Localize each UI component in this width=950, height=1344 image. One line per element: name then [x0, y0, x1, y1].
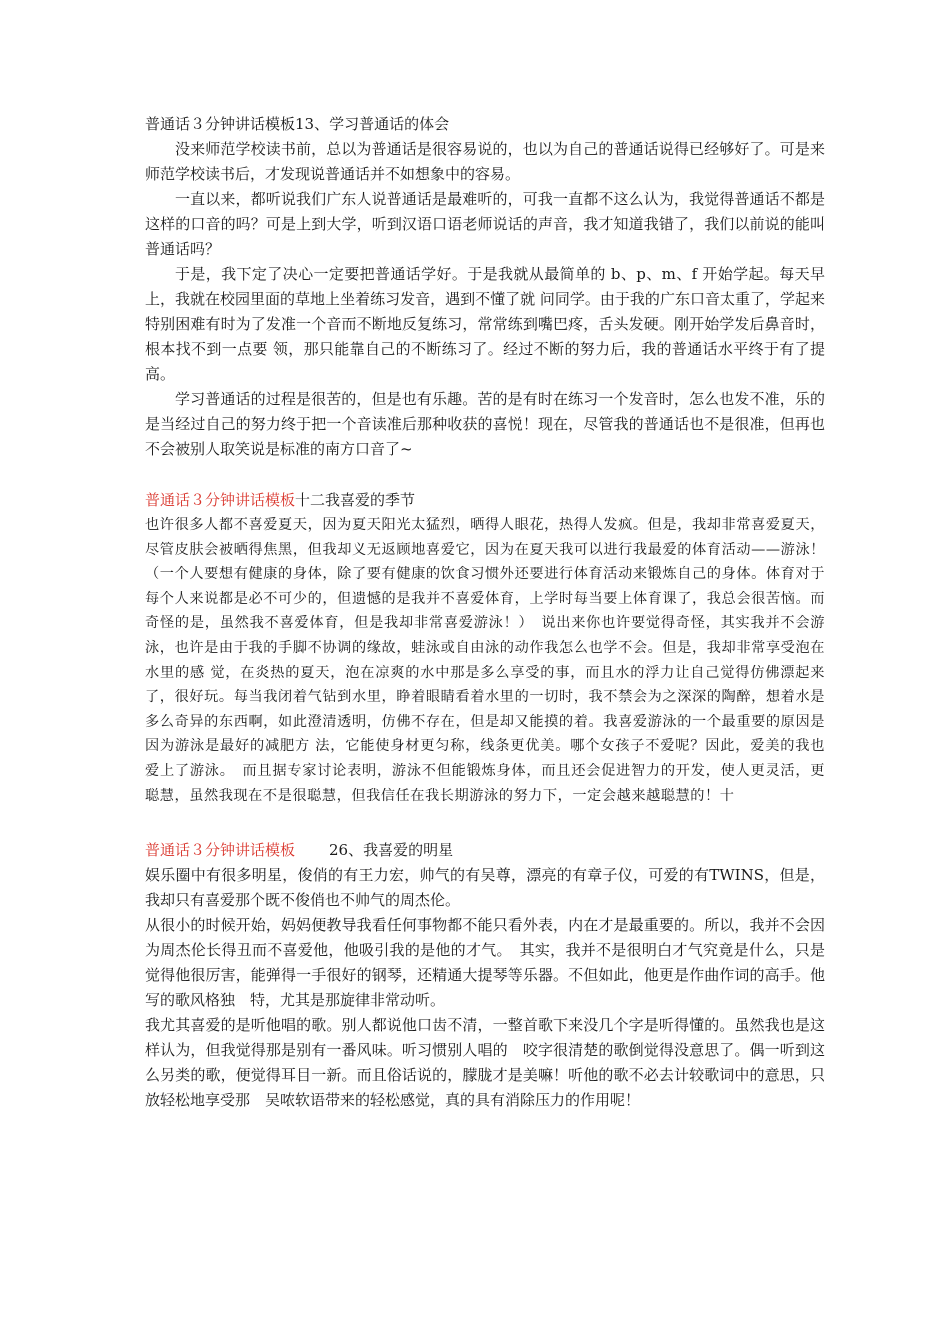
paragraph: 也许很多人都不喜爱夏天，因为夏天阳光太猛烈，晒得人眼花，热得人发疯。但是，我却非常喜爱夏天，尽管皮肤会被晒得焦黑，但我却义无返顾地喜爱它，因为在夏天我可以进行我最爱的体育活动——游泳！ （一个人要想有健康的身体，除了要有健康的饮食习惯外还要进行体育活动来锻炼自己的身体。体育对于每个人来说都是必不可少的，但遗憾的是我并不喜爱体育，上学时每当要上体育课了，我总会很苦恼。而奇怪的是，虽然我不喜爱体育，但是我却非常喜爱游泳！） 说出来你也许要觉得奇怪，其实我并不会游泳，也许是由于我的手脚不协调的缘故，蛙泳或自由泳的动作我怎么也学不会。但是，我却非常享受泡在水里的感 觉，在炎热的夏天，泡在凉爽的水中那是多么享受的事，而且水的浮力让自己觉得仿佛漂起来了，很好玩。每当我闭着气钻到水里，睁着眼睛看着水里的一切时，我不禁会为之深深的陶醉，想着水是多么奇异的东西啊，如此澄清透明，仿佛不存在，但是却又能摸的着。我喜爱游泳的一个最重要的原因是因为游泳是最好的减肥方 法，它能使身材更匀称，线条更优美。哪个女孩子不爱呢？因此，爱美的我也爱上了游泳。 而且据专家讨论表明，游泳不但能锻炼身体，而且还会促进智力的开发，使人更灵活，更聪慧，虽然我现在不是很聪慧，但我信任在我长期游泳的努力下，一定会越来越聪慧的！十 [145, 517, 840, 804]
paragraph: 于是，我下定了决心一定要把普通话学好。于是我就从最简单的 b、p、m、f 开始学起。每天早上，我就在校园里面的草地上坐着练习发音，遇到不懂了就 问同学。由于我的广东口音太重了，学起来特别困难有时为了发准一个音而不断地反复练习，常常练到嘴巴疼，舌头发硬。刚开始学发后鼻音时，根本找不到一点要 领，那只能靠自己的不断练习了。经过不断的努力后，我的普通话水平终于有了提高。 [145, 265, 825, 383]
section-title-topic: 十二我喜爱的季节 [295, 491, 416, 509]
section-favorite-star [145, 838, 825, 1113]
paragraph: 没来师范学校读书前，总以为普通话是很容易说的，也以为自己的普通话说得已经够好了。可是来师范学校读书后，才发现说普通话并不如想象中的容易。 [145, 140, 825, 183]
section-title [145, 838, 825, 863]
section-title-prefix: 普通话３分钟讲话模板 [145, 841, 296, 860]
document-page [145, 112, 840, 1113]
paragraph: 从很小的时候开始，妈妈便教导我看任何事物都不能只看外表，内在才是最重要的。所以，我并不会因为周杰伦长得丑而不喜爱他，他吸引我的是他的才气。 其实，我并不是很明白才气究竟是什么，只是觉得他很厉害，能弹得一手很好的钢琴，还精通大提琴等乐器。不但如此，他更是作曲作词的高手。他写的歌风格独 特，尤其是那旋律非常动听。 [145, 916, 825, 1010]
section-title-prefix: 普通话３分钟讲话模板 [145, 491, 296, 509]
section-putonghua-experience [145, 112, 825, 462]
section-title [145, 488, 825, 513]
paragraph: 学习普通话的过程是很苦的，但是也有乐趣。苦的是有时在练习一个发音时，怎么也发不准，乐的是当经过自己的努力终于把一个音读准后那种收获的喜悦！现在，尽管我的普通话也不是很准，但再也不会被别人取笑说是标准的南方口音了~ [145, 390, 825, 458]
section-title: 普通话３分钟讲话模板13、学习普通话的体会 [145, 115, 450, 133]
paragraph: 一直以来，都听说我们广东人说普通话是最难听的，可我一直都不这么认为，我觉得普通话不都是这样的口音的吗？可是上到大学，听到汉语口语老师说话的声音，我才知道我错了，我们以前说的能叫普通话吗？ [145, 190, 825, 258]
section-favorite-season [145, 488, 840, 808]
paragraph: 娱乐圈中有很多明星，俊俏的有王力宏，帅气的有吴尊，漂亮的有章子仪，可爱的有TWINS，但是，我却只有喜爱那个既不俊俏也不帅气的周杰伦。 [145, 866, 825, 910]
section-title-topic: 26、我喜爱的明星 [329, 841, 454, 860]
paragraph: 我尤其喜爱的是听他唱的歌。别人都说他口齿不清，一整首歌下来没几个字是听得懂的。虽然我也是这样认为，但我觉得那是别有一番风味。听习惯别人唱的 咬字很清楚的歌倒觉得没意思了。偶一听到这么另类的歌，便觉得耳目一新。而且俗话说的，朦胧才是美嘛！听他的歌不必去计较歌词中的意思，只放轻松地享受那 吴哝软语带来的轻松感觉，真的具有消除压力的作用呢！ [145, 1016, 825, 1110]
